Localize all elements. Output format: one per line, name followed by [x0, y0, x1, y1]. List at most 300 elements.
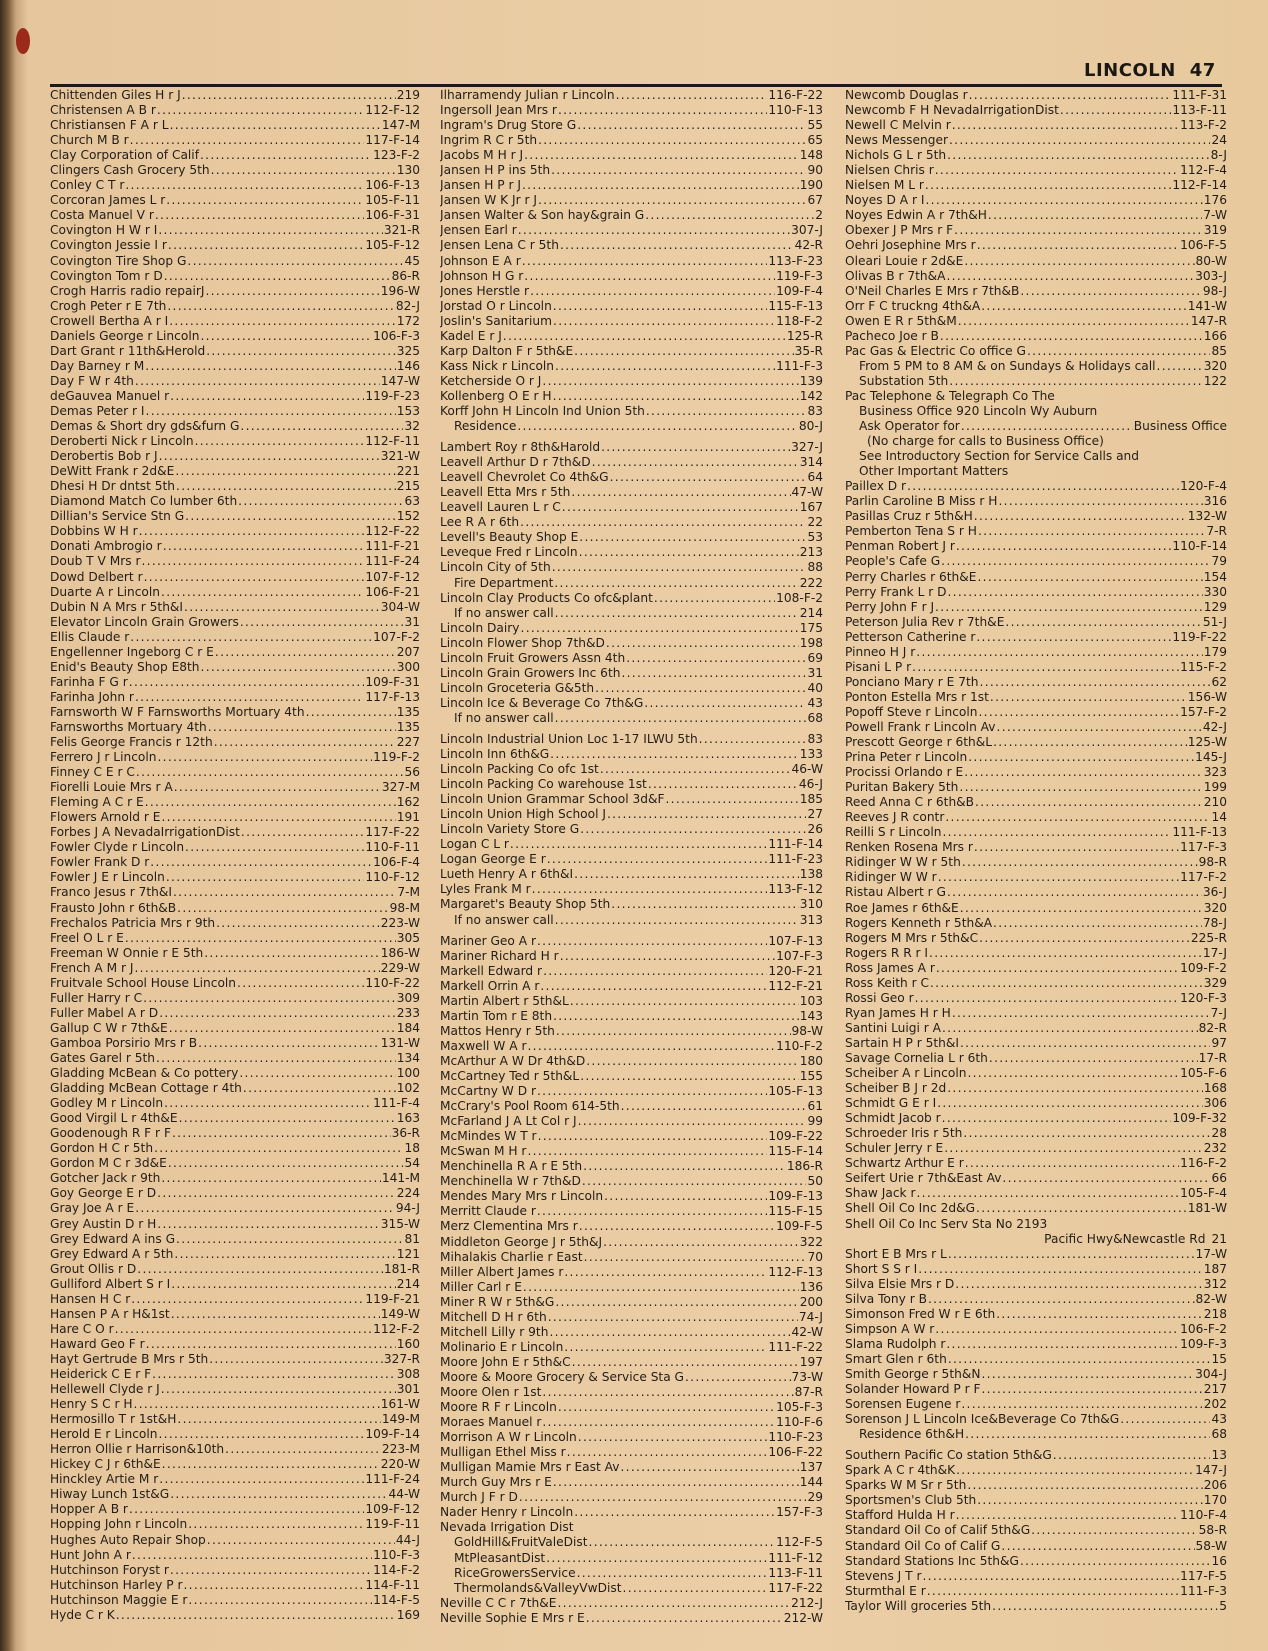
phone-number: 83 — [807, 731, 823, 746]
listing-row — [845, 1478, 1227, 1493]
listing-row — [440, 964, 823, 979]
phone-number: 133 — [799, 747, 823, 762]
listing-row — [50, 1608, 420, 1623]
listing-name: Pemberton Tena S r H — [845, 524, 977, 539]
dot-leader — [503, 329, 786, 344]
listing-name: Christensen A B r — [50, 103, 156, 118]
listing-name: Renken Rosena Mrs r — [845, 840, 973, 855]
listing-row — [845, 795, 1227, 810]
listing-row — [845, 1081, 1227, 1096]
listing-name: Grey Austin D r H — [50, 1216, 157, 1231]
dot-leader — [993, 916, 1202, 931]
dot-leader — [557, 1596, 790, 1611]
dot-leader — [954, 223, 1203, 238]
listing-name: Hiway Lunch 1st&G — [50, 1487, 170, 1502]
listing-row — [440, 681, 823, 696]
listing-row — [50, 1171, 420, 1186]
dot-leader — [553, 1009, 799, 1024]
listing-name: Lincoln Packing Co warehouse 1st — [440, 777, 647, 792]
listing-name: Diamond Match Co lumber 6th — [50, 494, 238, 509]
binding-mark — [16, 28, 30, 54]
phone-number: 8-J — [1210, 148, 1227, 163]
listing-row — [50, 1382, 420, 1397]
listing-row — [845, 299, 1227, 314]
phone-number: 137 — [799, 1460, 823, 1475]
dot-leader — [947, 148, 1209, 163]
phone-number: 125-W — [1187, 735, 1227, 750]
listing-row — [50, 1593, 420, 1608]
listing-row — [845, 359, 1227, 374]
phone-number: 223-M — [381, 1442, 420, 1457]
listing-row — [440, 837, 823, 852]
phone-number: 141-M — [381, 1171, 420, 1186]
phone-number: 184 — [396, 1020, 420, 1035]
phone-number: 149-W — [380, 1306, 420, 1321]
dot-leader — [518, 223, 790, 238]
phone-number: 223-W — [380, 915, 420, 930]
listing-row — [440, 822, 823, 837]
listing-name: Jones Herstle r — [440, 283, 530, 298]
listing-name: Peterson Julia Rev r 7th&E — [845, 614, 1005, 629]
dot-leader — [168, 1156, 404, 1171]
listing-row — [440, 1174, 823, 1189]
dot-leader — [623, 1581, 768, 1596]
page-number: 47 — [1189, 60, 1216, 81]
dot-leader — [159, 1472, 364, 1487]
listing-name: Perry John F r J — [845, 599, 935, 614]
listing-name: Simpson A W r — [845, 1321, 935, 1336]
dot-leader — [942, 1111, 1172, 1126]
dot-leader — [574, 1505, 775, 1520]
phone-number: 300 — [396, 659, 420, 674]
listing-row — [845, 720, 1227, 735]
listing-name: Markell Edward r — [440, 963, 543, 978]
listing-row — [440, 1340, 823, 1355]
phone-number: 83 — [807, 403, 823, 418]
phone-number: 110-F-23 — [768, 1430, 823, 1445]
dot-leader — [172, 1126, 391, 1141]
listing-name: Sorenson J L Lincoln Ice&Beverage Co 7th&G — [845, 1412, 1120, 1427]
dot-leader — [170, 1563, 372, 1578]
dot-leader — [956, 1508, 1180, 1523]
listing-row — [845, 1292, 1227, 1307]
dot-leader — [949, 374, 1202, 389]
phone-number: 107-F-12 — [365, 569, 420, 584]
phone-number: 44-J — [395, 1532, 420, 1547]
listing-name: Jensen Lena C r 5th — [440, 238, 559, 253]
listing-name: Lincoln Union Grammar School 3d&F — [440, 792, 665, 807]
phone-number: 103 — [799, 993, 823, 1008]
dot-leader — [564, 1265, 767, 1280]
phone-number: 110-F-14 — [1172, 539, 1227, 554]
listing-row — [440, 374, 823, 389]
listing-name: Noyes Edwin A r 7th&H — [845, 208, 987, 223]
phone-number: 15 — [1211, 1351, 1227, 1366]
listing-row — [845, 1247, 1227, 1262]
dot-leader — [553, 314, 775, 329]
listing-name: Schwartz Arthur E r — [845, 1156, 964, 1171]
listing-row — [845, 1036, 1227, 1051]
phone-number: Business Office — [1133, 419, 1227, 434]
listing-row — [845, 1448, 1227, 1463]
dot-leader — [974, 509, 1187, 524]
phone-number: 80-J — [798, 419, 823, 434]
listing-row — [50, 238, 420, 253]
dot-leader — [580, 822, 806, 837]
phone-number: 116-F-22 — [768, 88, 823, 102]
phone-number: 110-F-22 — [365, 975, 420, 990]
listing-name: Fruitvale School House Lincoln — [50, 975, 237, 990]
phone-number: 199 — [1203, 780, 1227, 795]
phone-number: 206 — [1203, 1478, 1227, 1493]
dot-leader — [306, 705, 396, 720]
listing-row — [50, 524, 420, 539]
listing-row — [845, 434, 1227, 449]
phone-number: 149-M — [381, 1412, 420, 1427]
dot-leader — [956, 539, 1172, 554]
listing-row — [845, 133, 1227, 148]
listing-name: Dart Grant r 11th&Herold — [50, 343, 206, 358]
listing-row — [50, 901, 420, 916]
phone-number: 154 — [1203, 569, 1227, 584]
listing-row — [440, 747, 823, 762]
dot-leader — [666, 792, 799, 807]
phone-number: 132-W — [1187, 509, 1227, 524]
phone-number: 106-F-31 — [365, 208, 420, 223]
dot-leader — [965, 1156, 1179, 1171]
phone-number: 121 — [396, 1246, 420, 1261]
dot-leader — [243, 1081, 396, 1096]
phone-number: 307-J — [791, 223, 823, 238]
dot-leader — [949, 133, 1210, 148]
listing-name: Sartain H P r 5th&I — [845, 1035, 959, 1050]
dot-leader — [621, 666, 806, 681]
dot-leader — [944, 1141, 1203, 1156]
dot-leader — [644, 696, 806, 711]
phone-number: 5 — [1219, 1598, 1227, 1613]
dot-leader — [930, 976, 1203, 991]
phone-number: 221 — [396, 464, 420, 479]
phone-number: 66 — [1211, 1171, 1227, 1186]
phone-number: 310 — [799, 897, 823, 912]
dot-leader — [990, 690, 1187, 705]
listing-row — [440, 1475, 823, 1490]
phone-number: 329 — [1203, 975, 1227, 990]
dot-leader — [915, 991, 1180, 1006]
listing-name: Mulligan Mamie Mrs r East Av — [440, 1460, 620, 1475]
phone-number: 68 — [807, 710, 823, 725]
phone-number: 147-M — [381, 118, 420, 133]
listing-name: Pasillas Cruz r 5th&H — [845, 509, 973, 524]
listing-row — [50, 946, 420, 961]
phone-number: 120-F-21 — [768, 963, 823, 978]
listing-name: Ryan James H r H — [845, 1005, 951, 1020]
phone-number: 141-W — [1187, 298, 1227, 313]
dot-leader — [125, 178, 364, 193]
dot-leader — [570, 994, 799, 1009]
listing-row — [440, 979, 823, 994]
phone-number: 113-F-11 — [768, 1565, 823, 1580]
dot-leader — [555, 606, 799, 621]
phone-number: 21 — [1211, 1231, 1227, 1246]
dot-leader — [947, 1081, 1202, 1096]
listing-row — [440, 867, 823, 882]
listing-name: Hyde C r K — [50, 1607, 115, 1622]
listing-row — [50, 961, 420, 976]
dot-leader — [589, 1535, 776, 1550]
dot-leader — [955, 1277, 1202, 1292]
dot-leader — [134, 961, 379, 976]
phone-number: 327-J — [791, 440, 823, 455]
dot-leader — [519, 1490, 807, 1505]
listing-name: If no answer call — [454, 605, 554, 620]
phone-number: 147-R — [1190, 313, 1227, 328]
listing-row — [845, 479, 1227, 494]
listing-name: Moraes Manuel r — [440, 1415, 542, 1430]
phone-number: 321-W — [380, 449, 420, 464]
listing-row — [845, 991, 1227, 1006]
dot-leader — [179, 1111, 396, 1126]
listing-name: Lincoln City of 5th — [440, 560, 551, 575]
listing-row — [50, 178, 420, 193]
listing-row — [50, 133, 420, 148]
listing-row — [50, 1292, 420, 1307]
phone-number: 155 — [799, 1069, 823, 1083]
listing-name: Silva Elsie Mrs r D — [845, 1276, 955, 1291]
dot-leader — [699, 732, 807, 747]
listing-row — [440, 1054, 823, 1069]
listing-name: Leavell Arthur D r 7th&D — [440, 455, 591, 470]
listing-row — [440, 1159, 823, 1174]
dot-leader — [964, 254, 1194, 269]
dot-leader — [157, 103, 365, 118]
listing-name: Gordon H C r 5th — [50, 1141, 154, 1156]
listing-name: Grout Ollis r D — [50, 1261, 137, 1276]
dot-leader — [963, 1126, 1210, 1141]
dot-leader — [993, 735, 1187, 750]
listing-row — [440, 1114, 823, 1129]
listing-name: Gallup C W r 7th&E — [50, 1020, 168, 1035]
listing-row — [440, 666, 823, 681]
listing-name: Fowler Frank D r — [50, 855, 150, 870]
phone-number: 106-F-3 — [373, 328, 420, 343]
phone-number: 111-F-24 — [365, 554, 420, 569]
dot-leader — [135, 374, 380, 389]
listing-name: Jansen H P ins 5th — [440, 163, 551, 178]
listing-name: Jansen Walter & Son hay&grain G — [440, 208, 645, 223]
phone-number: 119-F-22 — [1172, 629, 1227, 644]
dot-leader — [161, 1382, 396, 1397]
phone-number: 109-F-2 — [1180, 960, 1227, 975]
listing-name: Demas & Short dry gds&furn G — [50, 419, 240, 434]
dot-leader — [170, 389, 364, 404]
phone-number: 113-F-11 — [1172, 103, 1227, 118]
phone-number: 108-F-2 — [776, 590, 823, 605]
listing-row — [845, 1493, 1227, 1508]
listing-name: Doub T V Mrs r — [50, 554, 141, 569]
phone-number: 314 — [799, 455, 823, 470]
listing-name: Moore John E r 5th&C — [440, 1354, 571, 1369]
dot-leader — [240, 419, 403, 434]
dot-leader — [542, 374, 798, 389]
dot-leader — [961, 419, 1133, 434]
phone-number: 64 — [807, 470, 823, 485]
phone-number: 110-F-12 — [365, 870, 420, 885]
listing-name: Nielsen M L r — [845, 178, 924, 193]
listing-name: Thermolands&ValleyVwDist — [454, 1580, 622, 1595]
dot-leader — [927, 1584, 1179, 1599]
phone-number: 18 — [404, 1141, 420, 1156]
listing-row — [50, 810, 420, 825]
listing-name: Lincoln Dairy — [440, 620, 520, 635]
listing-name: Mariner Richard H r — [440, 948, 559, 963]
phone-number: 172 — [396, 313, 420, 328]
dot-leader — [139, 524, 365, 539]
listing-name: Logan George E r — [440, 852, 546, 867]
dot-leader — [992, 1599, 1218, 1614]
listing-row — [50, 494, 420, 509]
listing-name: Merz Clementina Mrs r — [440, 1219, 578, 1234]
listing-name: Johnson E A r — [440, 253, 521, 268]
listing-name: Day F W r 4th — [50, 373, 134, 388]
listing-row — [50, 1126, 420, 1141]
listing-name: Standard Stations Inc 5th&G — [845, 1553, 1019, 1568]
listing-name: Lincoln Industrial Union Loc 1-17 ILWU 5th — [440, 731, 698, 746]
dot-leader — [174, 780, 381, 795]
phone-number: 46-W — [791, 762, 823, 777]
phone-number: 212-J — [791, 1595, 823, 1610]
phone-number: 102 — [396, 1081, 420, 1096]
listing-row — [845, 524, 1227, 539]
listing-name: Nevada Irrigation Dist — [440, 1520, 574, 1535]
dot-leader — [560, 238, 794, 253]
dot-leader — [935, 163, 1179, 178]
listing-name: Conley C T r — [50, 178, 125, 193]
dot-leader — [550, 747, 799, 762]
dot-leader — [969, 88, 1172, 103]
dot-leader — [646, 404, 807, 419]
phone-number: 112-F-2 — [373, 1321, 420, 1336]
phone-number: 105-F-3 — [776, 1400, 823, 1415]
phone-number: 111-F-3 — [776, 358, 823, 373]
dot-leader — [188, 1593, 372, 1608]
dot-leader — [163, 539, 365, 554]
listing-row — [50, 464, 420, 479]
listing-row — [50, 855, 420, 870]
phone-number: 98-J — [1202, 283, 1227, 298]
phone-number: 191 — [396, 810, 420, 825]
listing-row — [845, 1412, 1227, 1427]
dot-leader — [976, 630, 1171, 645]
listing-name: Roe James r 6th&E — [845, 900, 959, 915]
listing-name: Sportsmen's Club 5th — [845, 1493, 977, 1508]
dot-leader — [542, 1385, 793, 1400]
listing-row — [845, 238, 1227, 253]
dot-leader — [584, 1250, 807, 1265]
listing-name: Mitchell D H r 6th — [440, 1309, 547, 1324]
dot-leader — [574, 344, 793, 359]
listing-name: deGauvea Manuel r — [50, 388, 170, 403]
dot-leader — [956, 1463, 1194, 1478]
listing-name: Lincoln Ice & Beverage Co 7th&G — [440, 695, 644, 710]
listing-name: Menchinella R A r E 5th — [440, 1159, 583, 1174]
dot-leader — [135, 1201, 395, 1216]
listing-name: Dowd Delbert r — [50, 569, 143, 584]
listing-row — [845, 675, 1227, 690]
listing-row — [440, 591, 823, 606]
listing-row — [845, 1427, 1227, 1442]
listing-row — [50, 630, 420, 645]
listing-name: Oehri Josephine Mrs r — [845, 238, 976, 253]
dot-leader — [188, 1517, 364, 1532]
dot-leader — [578, 1430, 768, 1445]
listing-row — [50, 1006, 420, 1021]
phone-number: 316 — [1203, 494, 1227, 509]
phone-number: 111-F-31 — [1172, 88, 1227, 102]
listing-row — [440, 515, 823, 530]
dot-leader — [130, 133, 365, 148]
phone-number: 109-F-4 — [776, 283, 823, 298]
dot-leader — [520, 515, 806, 530]
listing-row — [440, 329, 823, 344]
listing-row — [50, 1578, 420, 1593]
listing-name: Herold E r Lincoln — [50, 1427, 158, 1442]
listing-row — [50, 1247, 420, 1262]
listing-name: Covington Tom r D — [50, 268, 163, 283]
listing-row — [440, 238, 823, 253]
listing-name: Fowler Clyde r Lincoln — [50, 840, 185, 855]
dot-leader — [538, 1129, 768, 1144]
listing-row — [440, 696, 823, 711]
listing-row — [845, 1141, 1227, 1156]
dot-leader — [586, 1611, 783, 1626]
dot-leader — [1060, 103, 1172, 118]
listing-row — [50, 1307, 420, 1322]
phone-number: 117-F-14 — [365, 133, 420, 148]
listing-row — [50, 1472, 420, 1487]
listing-name: Covington H W r I — [50, 223, 158, 238]
phone-number: 105-F-11 — [365, 193, 420, 208]
listing-name: Powell Frank r Lincoln Av — [845, 719, 996, 734]
phone-number: 163 — [396, 1111, 420, 1126]
dot-leader — [538, 193, 807, 208]
listing-row — [440, 103, 823, 118]
phone-number: 117-F-3 — [1180, 840, 1227, 855]
dot-leader — [130, 630, 372, 645]
listing-row — [50, 1533, 420, 1548]
listing-row — [440, 1460, 823, 1475]
phone-number: 197 — [799, 1354, 823, 1369]
listing-name: Lueth Henry A r 6th&I — [440, 867, 574, 882]
dot-leader — [577, 1566, 768, 1581]
phone-number: 214 — [396, 1276, 420, 1291]
dot-leader — [170, 118, 381, 133]
listing-row — [440, 1144, 823, 1159]
dot-leader — [170, 1487, 387, 1502]
listing-name: Duarte A r Lincoln — [50, 584, 161, 599]
phone-number: 82-J — [395, 298, 420, 313]
listing-name: Moore & Moore Grocery & Service Sta G — [440, 1369, 684, 1384]
listing-row — [50, 600, 420, 615]
listing-name: Puritan Bakery 5th — [845, 780, 959, 795]
dot-leader — [537, 934, 767, 949]
listing-row — [50, 1352, 420, 1367]
listing-name: Lincoln Groceteria G&5th — [440, 680, 595, 695]
listing-row — [440, 1310, 823, 1325]
listing-row — [440, 1400, 823, 1415]
listing-row — [845, 750, 1227, 765]
dot-leader — [166, 870, 365, 885]
